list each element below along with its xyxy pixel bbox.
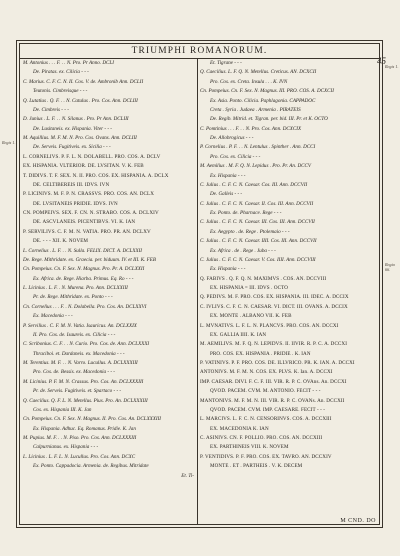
entry-line: Cn. Pompeius. Cn. F. Sex. N. Magnus. II. Pro. Cos. An. DCLXXXIII <box>23 416 161 423</box>
entry-line: Creta . Syria . Judaea . Armenia . PIRATEIS <box>210 106 301 113</box>
left-column <box>20 58 198 524</box>
entry-line: Calpurnianus. ex. Hispania - - - <box>33 444 99 451</box>
entry-line: EX. MACEDONIA K. IAN <box>210 425 269 432</box>
entry-line: Et. Tigrane - - - <box>210 60 242 66</box>
catchword: M CND. DO <box>340 518 376 524</box>
entry-line: DE. LVSITANEIS PRIDIE. IDVS. IVN <box>33 200 118 207</box>
entry-line: C. Pomtinius . . . F. . . N. Pro. Cos. Ann. DCXCIX <box>200 125 302 132</box>
entry-line: Ex. Aegypto . de. Rege . Ptolemaio - - - <box>210 228 290 235</box>
margin-note-left: Regis 1. <box>2 140 16 145</box>
right-column-lines <box>197 58 379 472</box>
entry-line: Q. PEDIVS. M. F. PRO. COS. EX. HISPANIA. III. IDEC. A. DCCIX <box>200 294 349 301</box>
entry-line: Ex. Hispania - - - <box>210 172 246 179</box>
entry-line: Et. Ti- <box>181 472 194 479</box>
entry-line: QVOD. PACEM. CVM. M. ANTONIO. FECIT - - - <box>210 388 321 395</box>
entry-line: L. MARCIVS. L. F. C. N. CENSORINVS. COS. A. DCCXIII <box>200 416 332 423</box>
entry-line: DE. - - - XII. K. NOVEM <box>33 238 89 245</box>
entry-line: EX. PARTHINEIS VIII. K. NOVEM <box>210 444 289 451</box>
entry-line: De. Allobrogicus - - - <box>210 135 254 141</box>
entry-line: M. Pupius. M. F. . . N. Piso. Pro. Cos. Ann. DCLXXXIII <box>23 435 137 441</box>
entry-line: EX. HISPANIA. VLTERIOR. DE. LVSITAN. V. K. FEB <box>23 163 144 170</box>
entry-line: M. Aemilius . M. F. Q. N. Lepidus . Pro. Pr. An. DCCV <box>200 163 312 170</box>
entry-line: L. CORNELIVS. P. F. L. N. DOLABELL. PRO. COS. A. DCLV <box>23 153 161 160</box>
entry-line: Q. Caecilius. L. F. Q. N. Metellus. Creticus. AN. DCXCII <box>200 69 317 76</box>
entry-line: De. Rege. Mithridate. ex. Graecia. per. biduum. IV. et III. K. FEB <box>23 256 157 263</box>
entry-line: Teutonis. Cimbreisque - - - <box>33 88 88 95</box>
page-number: 45 <box>377 56 386 66</box>
entry-line: P. Servilius . C. F. M. N. Vatia. Isauricus. An. DCLXXIX <box>23 322 137 329</box>
entry-line: Cos. ex. Hispania III. K. Jan <box>33 406 92 413</box>
entry-line: De. Lusitaneis. ex. Hispania. Viter - - - <box>33 125 112 132</box>
entry-line: P. SERVILIVS. C. F. M. N. VATIA. PRO. PR. AN. DCLXV <box>23 228 151 235</box>
right-column <box>197 58 379 524</box>
entry-line: Cn. Pompeius. Cn. F. Sex. N. Magnus. III. PRO. COS. A. DCXCII <box>200 88 334 95</box>
margin-note-right-2: Regia 66. <box>385 262 395 272</box>
entry-line: De. Piratas. ex. Cilicia - - - <box>33 69 89 76</box>
entry-line: De. Regib. Mitrid. et. Tigran. per. bid. III. Pr. et K. OCTO <box>210 116 328 123</box>
entry-line: Ex. Hispania. Adhuc. Eq. Romanus. Pridie. K. Jan <box>33 425 136 432</box>
entry-line: EX. MONTE . ALBANO VII. K. FEB <box>210 313 292 320</box>
entry-line: Q. Lutatius . Q. F. . . N. Catulus . Pro. Cos. Ann. DCLIII <box>23 97 138 104</box>
entry-line: Pro. Cos. de. Bessis. ex. Macedonia - - - <box>33 369 115 376</box>
entry-line: Pr. de. Rege. Mithridate. ex. Ponto - - - <box>33 294 113 301</box>
entry-line: T. DIDIVS. T. F. SEX. N. II. PRO. COS. EX. HISPANIA. A. DCLX <box>23 172 169 179</box>
entry-line: Ex. Ponto. Cappadocia. Armenia. de. Regibus. Mitridate <box>33 463 149 470</box>
entry-line: Ex. Ponto. de. Pharnace. Rege - - - <box>210 210 282 216</box>
entry-line: P. LICINIVS. M. F. P. N. CRASSVS. PRO. COS. AN. DCLX <box>23 191 155 198</box>
entry-line: De. Cimbreis - - - <box>33 106 69 113</box>
entry-line: C. Julius . C. F. C. N. Caesar. Cos. III. Ann. DCCVII <box>200 181 308 188</box>
entry-line: Q. Caecilius. Q. F. L. N. Metellus. Pius. Pro. An. DCLXXXIII <box>23 397 148 404</box>
entry-line: MONTE . ET . PARTHEIS . V. K. DECEM <box>210 463 303 470</box>
entry-line: Cn. Pompeius. Cn. F. Sex. N. Magnus. Pro. Pr. A. DCLXXII <box>23 266 145 273</box>
entry-line: DE. ASCVLANEIS. PICENTIBVS. VI. K. IAN <box>33 219 136 226</box>
entry-line: P. VENTIDIVS. P. F. PRO. COS. EX. TAVRO. AN. DCCXIV <box>200 453 332 460</box>
entry-line: L. MVNATIVS. L. F. L. N. PLANCVS. PRO. COS. AN. DCCXI <box>200 322 339 329</box>
entry-line: PRO. COS. EX. HISPANIA . PRIDIE . K. IAN <box>210 350 311 357</box>
entry-line: L. Licinius . L. F. L. N. Lucullus. Pro. Cos. Ann. DCXC <box>23 453 136 460</box>
entry-line: P. Cornelius . P. F. . . N. Lentulus . Spinther . Ann. DCCI <box>200 144 316 151</box>
entry-line: L. Cornelius . L. F. . . N. Sulla. FELIX. DICT. A. DCLXXII <box>23 247 143 254</box>
entry-line: P. VATINIVS. P. F. PRO. COS. DE. ILLVRICO. PR. K. IAN. A. DCCXI <box>200 360 355 366</box>
entry-line: Pro. Cos. ex. Creta. Insula . . . K. IVN <box>210 78 288 85</box>
entry-line: M. Aquillius. M. F. M. N. Pro. Cos. Ovans. Ann. DCLIII <box>23 135 137 141</box>
table-columns <box>20 58 379 524</box>
entry-line: Cn. Cornelius . . . F. . N. Dolabella. Pro. Cos. An. DCLXXVI <box>23 303 147 310</box>
entry-line: DE. CELTIBEREIS III. IDVS. IVN <box>33 181 110 188</box>
table-inner-frame <box>19 43 380 525</box>
entry-line: C. Julius . C. F. C. N. Caesar. III. Cos. III. Ann. DCCVII <box>200 219 315 226</box>
entry-line: M. Licinius. P. F. M. N. Crassus. Pro. Cos. An. DCLXXXIII <box>23 378 144 385</box>
entry-line: Pr. de. Serveis. Fugitiveis. et. Spartaco - - - <box>33 388 122 395</box>
entry-line: D. Junius . L. F. . . N. Silanus . Pro. Pr Ann. DCLIII <box>23 116 129 123</box>
entry-line: C. Julius . C. F. C. N. Caesar. V. Cos. IIII. Ann. DCCVIII <box>200 256 316 263</box>
entry-line: Thraciboi. et. Dardaneis. ex. Macedonia - - - <box>33 350 125 357</box>
entry-line: EX. HISPANIA = III. IDVS . OCTO <box>210 285 288 291</box>
entry-line: Ex. Macedonia - - - <box>33 313 73 320</box>
entry-line: M. Antonius . . . F. . . N. Pro. Pr Anno. DCLI <box>23 60 114 66</box>
entry-line: CN. POMPEIVS. SEX. F. CN. N. STRABO. COS. A. DCLXIV <box>23 210 159 216</box>
entry-line: Q. FABIVS . Q. F. Q. N. MAXIMVS . COS. AN. DCCVIII <box>200 275 327 282</box>
entry-line: C. Julius . C. F. C. N. Caesar. II. Cos. III. Ann. DCCVII <box>200 200 314 207</box>
entry-line: IMP. CAESAR. DIVI. F. C. F. III. VIR. R. P. C. OVAns. An. DCCXI <box>200 378 347 385</box>
entry-line: Ex. Africa. de. Rege. Hiarba. Primus. Eq. Ro - - - <box>33 275 134 282</box>
entry-line: L. Licinius . L. F. . N. Murena. Pro. Ann. DCLXXIII <box>23 285 128 291</box>
entry-line: M. Terentius. M. F. . . N. Varro. Lucullus. A. DCLXXXIII <box>23 360 138 366</box>
entry-line: C. Scribonius. C. F. . . N. Curio. Pro. Cos. de. Ann. DCLXXXI <box>23 341 150 348</box>
entry-line: De. Serveis. Fugitiveis. ex. Sicilia - - - <box>33 144 111 151</box>
table-frame <box>16 40 383 528</box>
entry-line: Ex. Hispania - - - <box>210 266 246 273</box>
entry-line: II. Pro. Cos. de. Isaureis. ex. Cilicia - - - <box>33 331 116 338</box>
entry-line: Pro. Cos. ex. Cilicia - - - <box>210 153 261 160</box>
entry-line: De. Galleis - - - <box>210 191 243 198</box>
entry-line: EX. GALLIA IIII. K. IAN <box>210 331 267 338</box>
table-header: TRIUMPHI ROMANORUM. <box>20 44 379 59</box>
entry-line: QVOD. PACEM. CVM. IMP. CAESARE. FECIT - - - <box>210 406 326 413</box>
left-column-lines <box>20 58 197 481</box>
entry-line: C. IVLIVS. C. F. C. N. CAESAR. VI. DICT. III. OVANS. A. DCCIX <box>200 303 348 310</box>
entry-line: Ex. Asia. Ponto. Cilicia. Paphlagonia. CAPPADOC <box>210 97 316 104</box>
entry-line: C. ASINIVS. CN. F. POLLIO. PRO. COS. AN. DCCXIII <box>200 435 323 441</box>
entry-line: Ex. Africa . de . Rege . Juba - - - <box>210 247 276 254</box>
entry-line: M. AEMILIVS. M. F. Q. N. LEPIDVS. II. IIVIR. R. P. C. A. DCCXI <box>200 341 348 348</box>
margin-note-right-1: Regis 1. <box>385 64 399 69</box>
entry-line: C. Marius. C. F. C. N. II. Cos. V. de. Ambronib Ann. DCLII <box>23 78 144 85</box>
entry-line: ANTONIVS. M. F. M. N. COS. EX. PLVS. K. Ian. A. DCCXI <box>200 369 333 376</box>
entry-line: MANTONIVS. M. F. M. N. III. VIR. R. P. C. OVANs. An. DCCXII <box>200 397 345 404</box>
entry-line: C. Julius . C. F. C. N. Caesar. IIII. Cos. III. Ann. DCCVII <box>200 238 317 245</box>
